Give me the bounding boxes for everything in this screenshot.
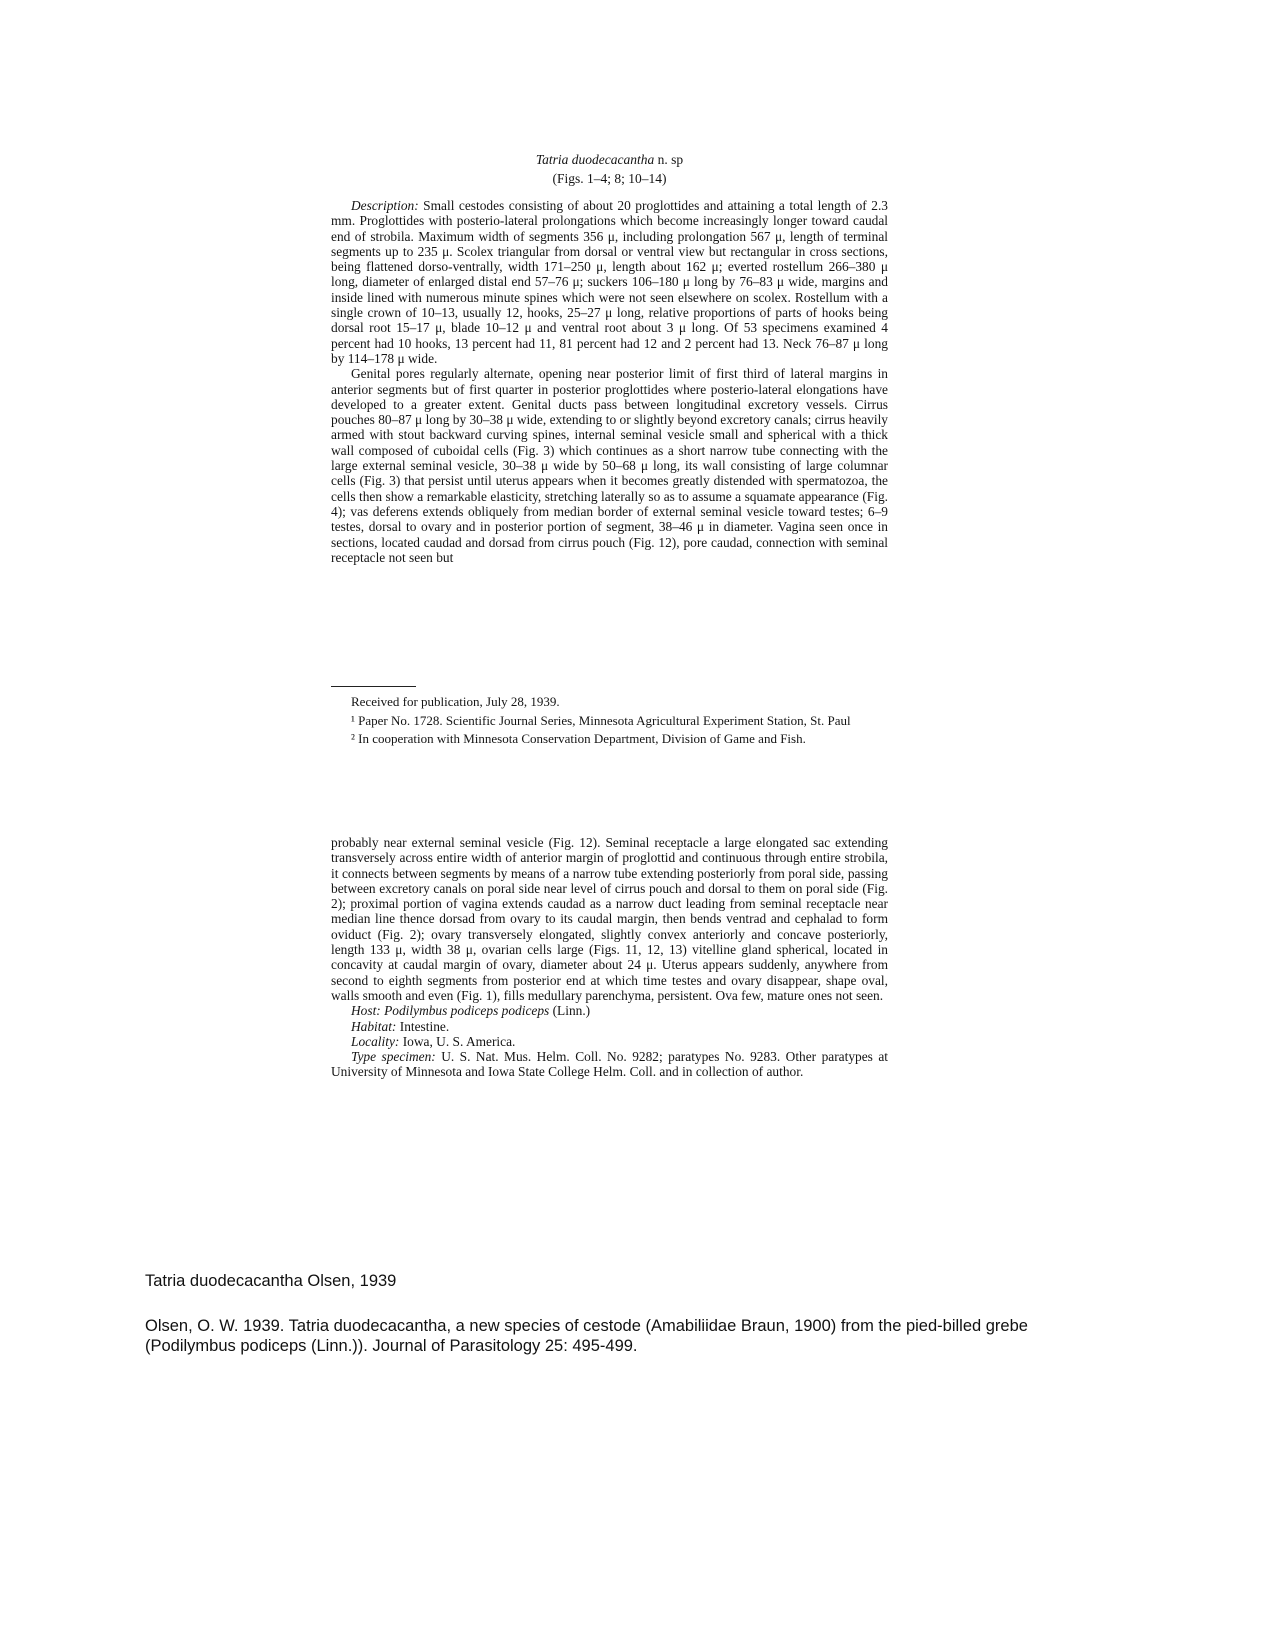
figure-reference: (Figs. 1–4; 8; 10–14) bbox=[552, 171, 667, 186]
citation: Olsen, O. W. 1939. Tatria duodecacantha, a new species of cestode (Amabiliidae Braun, 1900) from the pied-billed grebe (Podilymbus podiceps (Linn.)). Journal of Parasitology 25: 495-499. bbox=[145, 1317, 1028, 1355]
locality-label: Locality: bbox=[351, 1033, 400, 1049]
type-specimen-label: Type specimen: bbox=[351, 1049, 436, 1065]
footnote-1: ¹ Paper No. 1728. Scientific Journal Series, Minnesota Agricultural Experiment Station, St. Paul bbox=[351, 712, 851, 728]
species-caption: Tatria duodecacantha Olsen, 1939 bbox=[145, 1272, 397, 1290]
continuation-paragraph: probably near external seminal vesicle (Fig. 12). Seminal receptacle a large elongated sac extending transversely across entire width of anterior margin of proglottid and continuous through entire strobila, it connects between segments by means of a narrow tube extending posteriorly from poral side, passing between excretory canals on poral side near level of cirrus pouch and dorsal to them on poral side (Fig. 2); proximal portion of vagina extends caudad as a narrow duct leading from seminal receptacle near median line thence dorsad from ovary to its caudal margin, then bends ventrad and cephalad to form oviduct (Fig. 2); ovary transversely elongated, slightly convex anteriorly and concave posteriorly, length 133 μ, width 38 μ, ovarian cells large (Figs. 11, 12, 13) vitelline gland spherical, located in concavity at caudal margin of ovary, diameter about 24 μ. Uterus appears suddenly, anywhere from second to eighth segments from posterior end at which time testes and ovary disappear, shape oval, walls smooth and even (Fig. 1), fills medullary parenchyma, persistent. Ova few, mature ones not seen. bbox=[331, 835, 888, 1003]
type-specimen-line bbox=[331, 1049, 888, 1080]
description-paragraph bbox=[331, 198, 888, 366]
species-name: Tatria duodecacantha bbox=[535, 152, 655, 167]
footnote-divider bbox=[331, 686, 416, 687]
genital-paragraph: Genital pores regularly alternate, opening near posterior limit of first third of lateral margins in anterior segments but of first quarter in posterior proglottides where posterio-lateral elongations have developed to a greater extent. Genital ducts pass between longitudinal excretory vessels. Cirrus pouches 80–87 μ long by 30–38 μ wide, extending to or slightly beyond excretory canals; cirrus heavily armed with stout backward curving spines, internal seminal vesicle small and spherical with a thick wall composed of cuboidal cells (Fig. 3) which continues as a short narrow tube connecting with the large external seminal vesicle, 30–38 μ wide by 50–68 μ long, its wall consisting of large columnar cells (Fig. 3) that persist until uterus appears when it becomes greatly distended with spermatozoa, the cells then show a remarkable elasticity, stretching laterally so as to assume a squamate appearance (Fig. 4); vas deferens extends obliquely from median border of external seminal vesicle toward testes; 6–9 testes, dorsal to ovary and in posterior portion of segment, 38–46 μ in diameter. Vagina seen once in sections, located caudad and dorsad from cirrus pouch (Fig. 12), pore caudad, connection with seminal receptacle not seen but bbox=[331, 366, 888, 565]
habitat-line bbox=[331, 1019, 888, 1034]
footnote-received: Received for publication, July 28, 1939. bbox=[351, 694, 560, 709]
species-heading bbox=[331, 150, 888, 188]
description-label: Description: bbox=[351, 198, 419, 213]
type-specimen-value: U. S. Nat. Mus. Helm. Coll. No. 9282; paratypes No. 9283. Other paratypes at University of Minnesota and Iowa State College Helm. Coll. and in collection of author. bbox=[331, 1049, 888, 1080]
species-suffix: n. sp bbox=[654, 152, 684, 167]
habitat-label: Habitat: bbox=[351, 1018, 397, 1034]
host-line bbox=[331, 1003, 888, 1018]
locality-line bbox=[331, 1034, 888, 1049]
habitat-value: Intestine. bbox=[396, 1018, 450, 1034]
footnote-2: ² In cooperation with Minnesota Conservation Department, Division of Game and Fish. bbox=[351, 731, 806, 746]
host-authority: (Linn.) bbox=[549, 1003, 591, 1019]
description-section bbox=[331, 198, 888, 565]
locality-value: Iowa, U. S. America. bbox=[399, 1033, 516, 1049]
continuation-section bbox=[331, 835, 888, 1080]
footnotes bbox=[331, 694, 888, 750]
host-species: Podilymbus podiceps podiceps bbox=[380, 1003, 550, 1019]
description-text: Small cestodes consisting of about 20 proglottides and attaining a total length of 2.3 mm. Proglottides with posterio-lateral prolongations which become increasingly longer toward caudal end of strobila. Maximum width of segments 356 μ, including prolongation 567 μ, length of terminal segments up to 235 μ. Scolex triangular from dorsal or ventral view but rectangular in cross sections, being flattened dorso-ventrally, width 171–250 μ, length about 162 μ; everted rostellum 266–380 μ long, diameter of enlarged distal end 57–76 μ; suckers 106–180 μ long by 76–83 μ wide, margins and inside lined with numerous minute spines which were not seen elsewhere on scolex. Rostellum with a single crown of 10–13, usually 12, hooks, 25–27 μ long, relative proportions of parts of hooks being dorsal root 15–17 μ, blade 10–12 μ and ventral root about 3 μ long. Of 53 specimens examined 4 percent had 10 hooks, 13 percent had 11, 81 percent had 12 and 2 percent had 13. Neck 76–87 μ long by 114–178 μ wide. bbox=[331, 198, 888, 366]
host-label: Host: bbox=[351, 1003, 381, 1019]
